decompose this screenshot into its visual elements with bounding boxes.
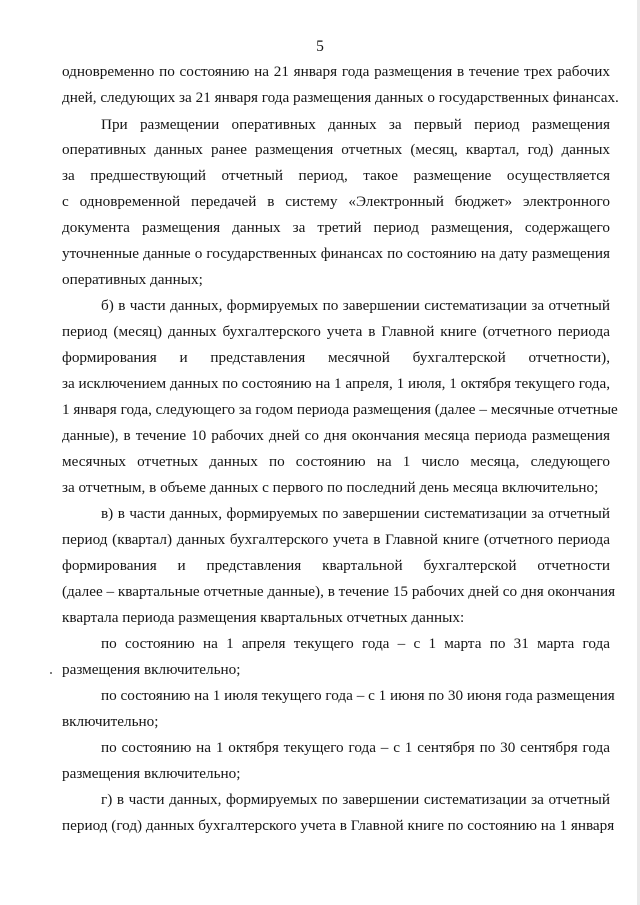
text-line: б) в части данных, формируемых по завершении систематизации за отчетный xyxy=(101,297,610,314)
text-line: квартала периода размещения квартальных отчетных данных: xyxy=(62,609,465,626)
text-line: документа размещения данных за третий период размещения, содержащего xyxy=(62,219,610,236)
text-line: по состоянию на 1 июля текущего года – с 1 июня по 30 июня года размещения xyxy=(101,687,615,704)
text-line: данные), в течение 10 рабочих дней со дня окончания месяца периода размещения xyxy=(62,427,610,444)
text-line: за предшествующий отчетный период, такое размещение осуществляется xyxy=(62,167,610,184)
text-line: за отчетным, в объеме данных с первого по последний день месяца включительно; xyxy=(62,479,599,496)
text-line: с одновременной передачей в систему «Электронный бюджет» электронного xyxy=(62,193,610,210)
text-line: (далее – квартальные отчетные данные), в течение 15 рабочих дней со дня окончания xyxy=(62,583,616,600)
text-line: 1 января года, следующего за годом периода размещения (далее – месячные отчетные xyxy=(62,401,618,418)
text-line: по состоянию на 1 апреля текущего года – с 1 марта по 31 марта года xyxy=(101,635,610,652)
text-line: по состоянию на 1 октября текущего года – с 1 сентября по 30 сентября года xyxy=(101,739,610,756)
text-line: в) в части данных, формируемых по завершении систематизации за отчетный xyxy=(101,505,610,522)
page-number: 5 xyxy=(316,38,324,55)
scan-speck xyxy=(50,672,52,674)
text-line: дней, следующих за 21 января года размещения данных о государственных финансах. xyxy=(62,89,619,106)
text-line: г) в части данных, формируемых по завершении систематизации за отчетный xyxy=(101,791,610,808)
text-line: включительно; xyxy=(62,713,159,730)
text-line: одновременно по состоянию на 21 января года размещения в течение трех рабочих xyxy=(62,63,610,80)
text-line: оперативных данных ранее размещения отчетных (месяц, квартал, год) данных xyxy=(62,141,610,158)
text-line: формирования и представления квартальной бухгалтерской отчетности xyxy=(62,557,610,574)
text-line: уточненные данные о государственных финансах по состоянию на дату размещения xyxy=(62,245,610,262)
text-line: период (квартал) данных бухгалтерского учета в Главной книге (отчетного периода xyxy=(62,531,610,548)
text-line: оперативных данных; xyxy=(62,271,203,288)
text-line: месячных отчетных данных по состоянию на 1 число месяца, следующего xyxy=(62,453,610,470)
text-line: за исключением данных по состоянию на 1 апреля, 1 июля, 1 октября текущего года, xyxy=(62,375,610,392)
text-line: размещения включительно; xyxy=(62,661,241,678)
text-line: При размещении оперативных данных за первый период размещения xyxy=(101,116,610,133)
text-line: период (год) данных бухгалтерского учета в Главной книге по состоянию на 1 января xyxy=(62,817,615,834)
text-line: формирования и представления месячной бухгалтерской отчетности), xyxy=(62,349,610,366)
text-line: размещения включительно; xyxy=(62,765,241,782)
text-line: период (месяц) данных бухгалтерского учета в Главной книге (отчетного периода xyxy=(62,323,610,340)
